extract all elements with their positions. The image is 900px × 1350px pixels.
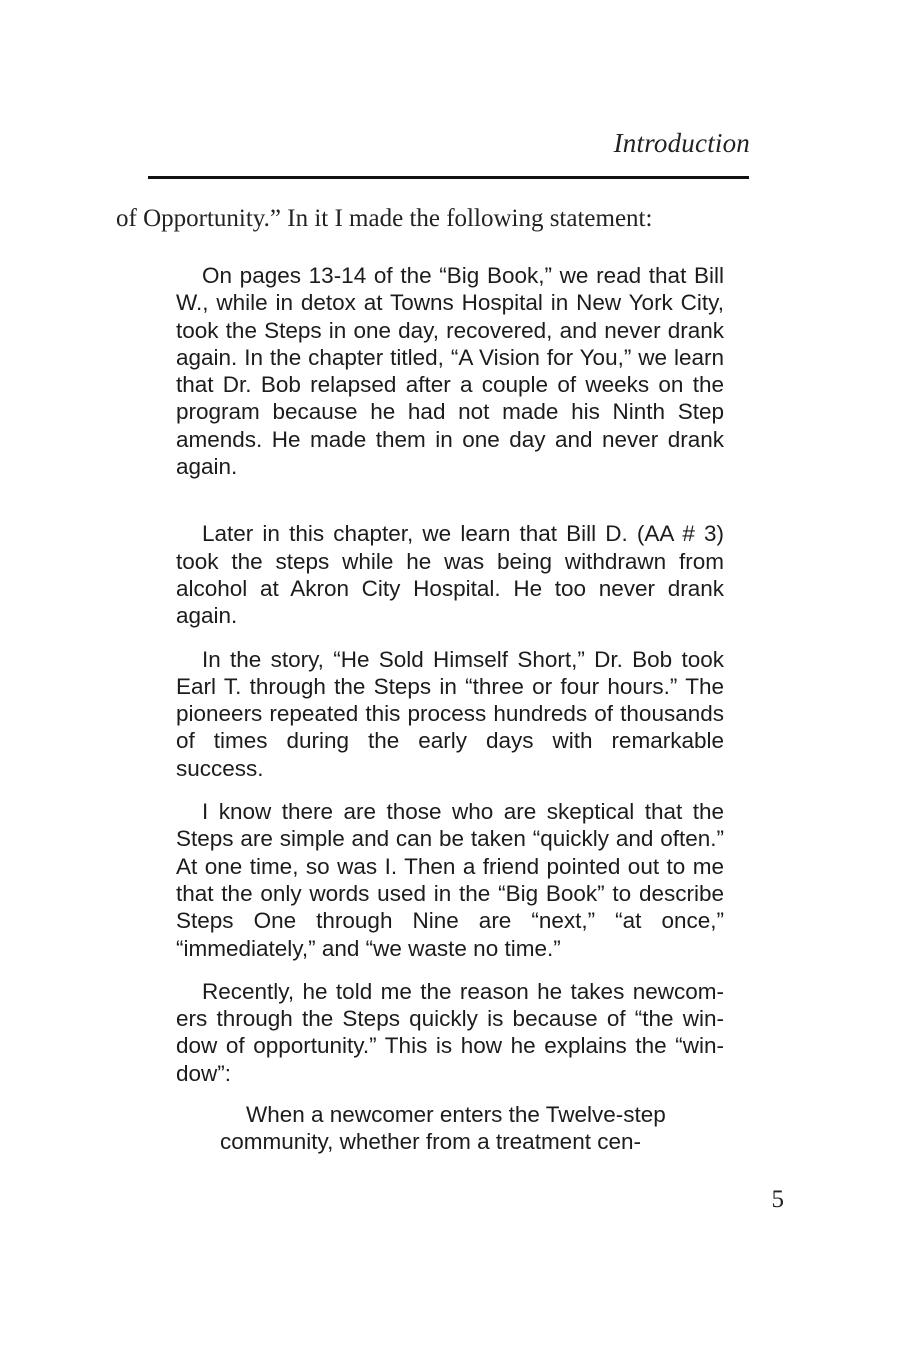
quote-paragraph: Later in this chapter, we learn that Bill D. (AA # 3) took the steps while he was being withdrawn from alcohol at Akron City Hospital. He too never drank again. [176,521,724,629]
header-rule [148,176,749,179]
quote-paragraph: I know there are those who are skeptical that the Steps are simple and can be taken “quickly and often.” At one time, so was I. Then a friend pointed out to me that the only words used in the “Big Book” to describe Steps One through Nine are “next,” “at once,” “immediately,” and “we waste no time.” [176,799,724,961]
nested-quote-paragraph: When a newcomer enters the Twelve-step community, whether from a treatment cen- [220,1102,666,1155]
quote-paragraph: On pages 13-14 of the “Big Book,” we read that Bill W., while in detox at Towns Hospital in New York City, took the Steps in one day, recovered, and never drank again. In the chapter titled, “A Vision for You,” we learn that Dr. Bob relapsed after a couple of weeks on the program because he had not made his Ninth Step amends. He made them in one day and never drank again. [176,263,724,480]
quote-paragraph: Recently, he told me the reason he takes newcomers through the Steps quickly is because of “the window of opportunity.” This is how he explains the “window”: [176,978,724,1086]
page-number: 5 [771,1186,784,1213]
lead-in-text: of Opportunity.” In it I made the following statement: [116,205,653,232]
running-head-title: Introduction [613,128,750,158]
block-quote [176,262,724,1156]
quote-paragraph: In the story, “He Sold Himself Short,” Dr. Bob took Earl T. through the Steps in “three or four hours.” The pioneers repeated this process hundreds of thousands of times during the early days with remarkable success. [176,646,724,781]
nested-block-quote [176,1101,708,1156]
